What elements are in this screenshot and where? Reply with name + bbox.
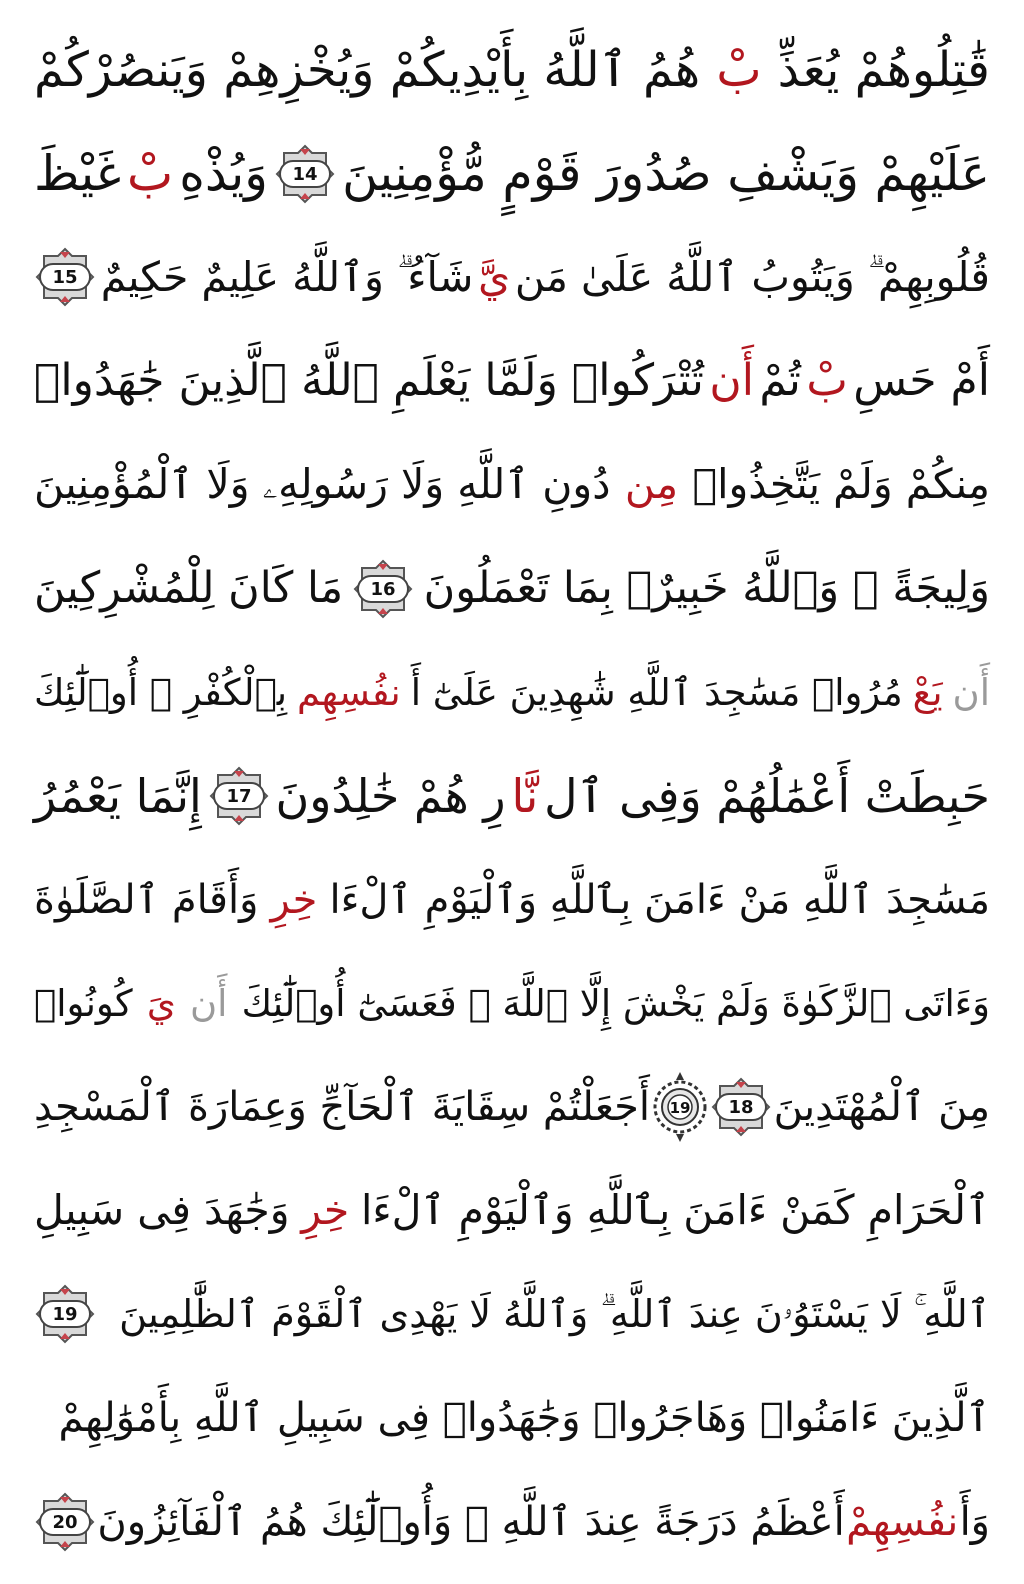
text-line — [34, 333, 990, 429]
verse-text: عَلَيْهِمْ وَيَشْفِ صُدُورَ قَوْمٍ مُّؤْمِنِينَ — [342, 145, 990, 203]
sajda-emblem-icon — [651, 1070, 709, 1144]
ayah-marker-icon — [208, 765, 270, 827]
ayah-marker-icon — [34, 1491, 96, 1553]
verse-text: يَ — [146, 981, 176, 1025]
verse-text: كُونُوا۟ — [34, 981, 133, 1025]
ayah-number-badge — [34, 1491, 96, 1553]
ayah-marker-icon — [352, 558, 414, 620]
verse-text: ٱللَّهِ ۚ لَا يَسْتَوُۥنَ عِندَ ٱللَّهِ ۗ وَٱللَّهُ لَا يَهْدِى ٱلْقَوْمَ ٱلظَّٰلِمِينَ — [119, 1292, 990, 1337]
text-line — [34, 955, 990, 1051]
ayah-number-badge — [352, 558, 414, 620]
ayah-marker-icon — [34, 246, 96, 308]
verse-text: بِٱلْكُفْرِ ۚ أُو۟لَٰٓئِكَ — [34, 670, 288, 714]
verse-text: تُمْ — [759, 355, 801, 407]
ayah-number: 16 — [370, 578, 396, 600]
text-line — [34, 1266, 990, 1362]
verse-text: أَن — [952, 670, 990, 714]
verse-text: ٱلَّذِينَ ءَامَنُوا۟ وَهَاجَرُوا۟ وَجَٰهَدُوا۟ فِى سَبِيلِ ٱللَّهِ بِأَمْوَٰلِهِمْ — [58, 1395, 990, 1442]
ayah-number-badge — [34, 246, 96, 308]
verse-text: قُلُوبِهِمْ ۗ وَيَتُوبُ ٱللَّهُ عَلَىٰ مَن — [514, 252, 990, 301]
verse-text: وَيُذْهِ — [179, 145, 268, 203]
ayah-marker-icon — [274, 143, 336, 205]
ayah-number-badge — [274, 143, 336, 205]
sajda-marker-icon — [651, 1070, 709, 1144]
verse-text: خِرِ — [270, 876, 318, 923]
verse-text: تُتْرَكُوا۟ وَلَمَّا يَعْلَمِ ٱللَّهُ ٱلَّذِينَ جَٰهَدُوا۟ — [34, 355, 704, 407]
verse-text: رِ هُمْ خَٰلِدُونَ — [275, 768, 506, 823]
text-line — [34, 644, 990, 740]
text-line — [34, 541, 990, 637]
verse-text: نَّا — [511, 768, 539, 823]
verse-text: قَٰتِلُوهُمْ يُعَذِّ — [777, 42, 990, 98]
verse-text: أَن — [709, 355, 754, 407]
ayah-number-badge — [710, 1076, 772, 1138]
verse-text: وَءَاتَى ٱلزَّكَوٰةَ وَلَمْ يَخْشَ إِلَّا ٱللَّهَ ۖ فَعَسَىٰٓ أُو۟لَٰٓئِكَ — [241, 981, 990, 1025]
ayah-number: 19 — [669, 1099, 691, 1118]
text-line — [34, 1474, 990, 1570]
text-line — [34, 1370, 990, 1466]
verse-text: بْ — [127, 145, 174, 203]
verse-text: مِنَ ٱلْمُهْتَدِينَ — [773, 1084, 990, 1131]
verse-text: أَن — [189, 981, 228, 1025]
verse-text: حَبِطَتْ أَعْمَٰلُهُمْ وَفِى ٱل — [544, 768, 990, 823]
text-line — [34, 1163, 990, 1259]
ayah-number: 18 — [728, 1097, 754, 1119]
verse-text: وَلِيجَةً ۚ وَٱللَّهُ خَبِيرٌۢ بِمَا تَعْمَلُونَ — [423, 563, 990, 614]
verse-text: أَمْ حَسِ — [853, 355, 990, 407]
verse-text: مِن — [624, 460, 679, 509]
text-line — [34, 748, 990, 844]
ayah-number-badge — [34, 1283, 96, 1345]
ayah-number: 20 — [52, 1511, 78, 1533]
verse-text: إِنَّمَا يَعْمُرُ — [34, 768, 202, 823]
ayah-number: 19 — [52, 1304, 78, 1326]
verse-text: أَعْظَمُ دَرَجَةً عِندَ ٱللَّهِ ۚ وَأُو۟لَٰٓئِكَ هُمُ ٱلْفَآئِزُونَ — [97, 1498, 845, 1545]
verse-text: بْ — [716, 42, 762, 98]
verse-text: مَا كَانَ لِلْمُشْرِكِينَ — [34, 563, 344, 614]
text-line — [34, 852, 990, 948]
verse-text: مِنكُمْ وَلَمْ يَتَّخِذُوا۟ — [692, 460, 990, 509]
verse-text: خِرِ — [301, 1186, 350, 1235]
verse-text: ٱلْحَرَامِ كَمَنْ ءَامَنَ بِٱللَّهِ وَٱلْيَوْمِ ٱلْءَا — [360, 1186, 990, 1235]
text-line — [34, 126, 990, 222]
ayah-number: 15 — [52, 267, 78, 289]
verse-text: دُونِ ٱللَّهِ وَلَا رَسُولِهِۦ وَلَا ٱلْمُؤْمِنِينَ — [34, 460, 611, 509]
verse-text: غَيْظَ — [34, 145, 121, 203]
ayah-marker-icon — [34, 1283, 96, 1345]
verse-text: وَجَٰهَدَ فِى سَبِيلِ — [34, 1186, 290, 1235]
verse-text: نفُسِهِم — [297, 670, 401, 714]
verse-text: وَأَقَامَ ٱلصَّلَوٰةَ — [34, 876, 259, 923]
verse-text: وَأَ — [959, 1498, 990, 1545]
ayah-number-badge — [208, 765, 270, 827]
verse-text: بْ — [806, 355, 848, 407]
ayah-marker-icon — [710, 1076, 772, 1138]
verse-text: يَعْ — [912, 670, 943, 714]
verse-text: مُرُوا۟ مَسَٰجِدَ ٱللَّهِ شَٰهِدِينَ عَلَىٰٓ أَ — [410, 670, 903, 714]
verse-text: يَّ — [478, 252, 511, 301]
verse-text: أَجَعَلْتُمْ سِقَايَةَ ٱلْحَآجِّ وَعِمَارَةَ ٱلْمَسْجِدِ — [34, 1084, 650, 1131]
ayah-number: 17 — [226, 785, 252, 807]
ayah-number: 14 — [292, 163, 318, 185]
text-line — [34, 1059, 990, 1155]
text-line — [34, 229, 990, 325]
verse-text: هُمُ ٱللَّهُ بِأَيْدِيكُمْ وَيُخْزِهِمْ وَيَنصُرْكُمْ — [34, 42, 701, 98]
verse-text: شَآءُ ۗ وَٱللَّهُ عَلِيمٌ حَكِيمٌ — [100, 252, 474, 301]
text-line — [34, 22, 990, 118]
text-line — [34, 437, 990, 533]
verse-text: مَسَٰجِدَ ٱللَّهِ مَنْ ءَامَنَ بِٱللَّهِ وَٱلْيَوْمِ ٱلْءَا — [329, 876, 990, 923]
verse-text: نفُسِهِمْ — [846, 1498, 959, 1545]
